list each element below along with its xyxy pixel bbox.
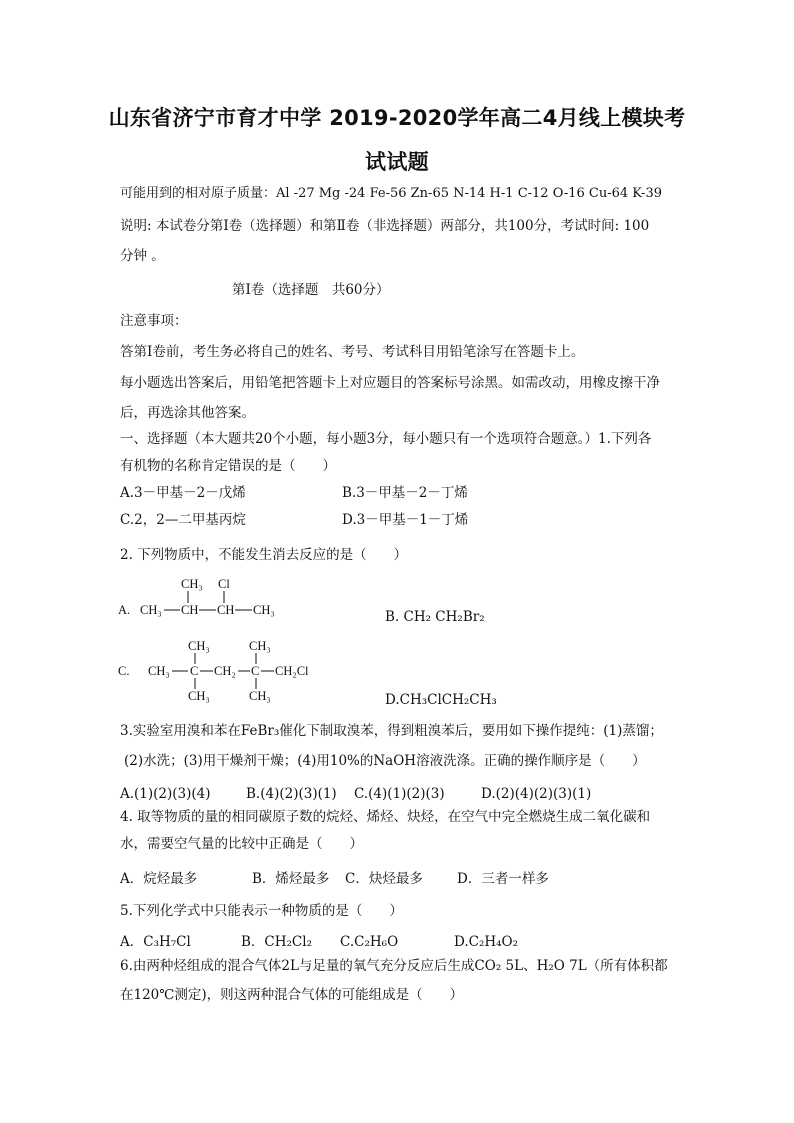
page-title: 山东省济宁市育才中学 2019-2020学年高二4月线上模块考	[108, 106, 686, 130]
q2a-top-chlorine: Cl	[218, 577, 230, 591]
question-1-stem: 有机物的名称肯定错误的是（ ）	[120, 458, 336, 474]
q2c-methylene: CH₂	[214, 664, 236, 678]
q2-structure-c	[118, 636, 323, 704]
q4-option-a: A．烷烃最多	[120, 871, 198, 887]
q1-option-a: A.3－甲基－2－戊烯	[120, 485, 246, 501]
q2c-chloromethyl: CH₂Cl	[275, 664, 309, 678]
q5-option-d: D.C₂H₄O₂	[454, 934, 519, 950]
q4-option-b: B．烯烃最多	[252, 871, 330, 887]
q3-option-b: B.(4)(2)(3)(1)	[246, 786, 337, 802]
attention-item-2-continued: 后，再选涂其他答案。	[120, 405, 255, 421]
atomic-masses: 可能用到的相对原子质量：Al -27 Mg -24 Fe-56 Zn-65 N-14 H-1 C-12 O-16 Cu-64 K-39	[120, 186, 662, 201]
question-2-stem: 2. 下列物质中，不能发生消去反应的是（ ）	[120, 547, 408, 563]
q2-structure-a	[118, 574, 298, 622]
q5-option-c: C.C₂H₆O	[340, 934, 399, 950]
q3-option-d: D.(2)(4)(2)(3)(1)	[481, 786, 592, 802]
q2-option-c-label: C.	[118, 664, 130, 678]
q2c-top-methyl-1: CH₃	[188, 639, 210, 653]
part1-intro: 一、选择题（本大题共20个小题，每小题3分，每小题只有一个选项符合题意。）1.下列各	[120, 431, 652, 447]
question-6-stem-continued: 在120℃测定)，则这两种混合气体的可能组成是（ ）	[120, 987, 464, 1003]
q2-option-b: B. CH₂ CH₂Br₂	[385, 609, 485, 625]
exam-note-line2: 分钟 。	[120, 248, 165, 264]
q1-option-d: D.3－甲基－1－丁烯	[342, 512, 469, 528]
question-5-stem: 5.下列化学式中只能表示一种物质的是（ ）	[120, 903, 403, 919]
q4-option-c: C．炔烃最多	[345, 871, 423, 887]
section-header: 第Ⅰ卷（选择题 共60分）	[232, 282, 390, 298]
q2c-top-methyl-2: CH₃	[249, 639, 271, 653]
q2-option-a-label: A.	[118, 603, 131, 617]
q2a-methyl-right: CH₃	[253, 603, 275, 617]
attention-item-1: 答第Ⅰ卷前，考生务必将自己的姓名、考号、考试科目用铅笔涂写在答题卡上。	[120, 344, 585, 360]
question-4-stem: 4. 取等物质的量的相同碳原子数的烷烃、烯烃、炔烃，在空气中完全燃烧生成二氧化碳和	[120, 809, 651, 825]
question-4-stem-continued: 水，需要空气量的比较中正确是（ ）	[120, 836, 363, 852]
q1-option-c: C.2，2—二甲基丙烷	[120, 512, 246, 528]
q2a-top-methyl: CH₃	[181, 577, 203, 591]
question-3-stem: 3.实验室用溴和苯在FeBr₃催化下制取溴苯，得到粗溴苯后，要用如下操作提纯：(1)蒸馏；	[120, 723, 663, 739]
q2c-bottom-methyl-1: CH₃	[188, 689, 210, 703]
q2a-ch-2: CH	[217, 603, 235, 617]
page-title-continued: 试试题	[365, 150, 429, 174]
q5-option-b: B．CH₂Cl₂	[241, 934, 312, 950]
attention-heading: 注意事项：	[120, 313, 188, 329]
q2-option-d: D.CH₃ClCH₂CH₃	[385, 692, 497, 708]
q2c-quaternary-carbon-1: C	[190, 664, 199, 678]
q2a-ch-1: CH	[181, 603, 199, 617]
q4-option-d: D．三者一样多	[457, 871, 549, 887]
q1-option-b: B.3－甲基－2－丁烯	[342, 485, 468, 501]
exam-note-line1: 说明: 本试卷分第Ⅰ卷（选择题）和第Ⅱ卷（非选择题）两部分，共100分，考试时间: 100	[120, 218, 650, 234]
q5-option-a: A．C₃H₇Cl	[120, 934, 191, 950]
q2a-methyl-left: CH₃	[140, 603, 162, 617]
q2c-bottom-methyl-2: CH₃	[249, 689, 271, 703]
q2c-quaternary-carbon-2: C	[251, 664, 260, 678]
attention-item-2: 每小题选出答案后，用铅笔把答题卡上对应题目的答案标号涂黑。如需改动，用橡皮擦干净	[120, 375, 660, 391]
question-6-stem: 6.由两种烃组成的混合气体2L与足量的氧气充分反应后生成CO₂ 5L、H₂O 7L（所有体积都	[120, 958, 668, 974]
q3-option-c: C.(4)(1)(2)(3)	[354, 786, 445, 802]
q2c-methyl-left: CH₃	[148, 664, 170, 678]
q3-option-a: A.(1)(2)(3)(4)	[120, 786, 211, 802]
question-3-stem-continued: (2)水洗；(3)用干燥剂干燥；(4)用10%的NaOH溶液洗涤。正确的操作顺序是（ ）	[124, 753, 646, 769]
